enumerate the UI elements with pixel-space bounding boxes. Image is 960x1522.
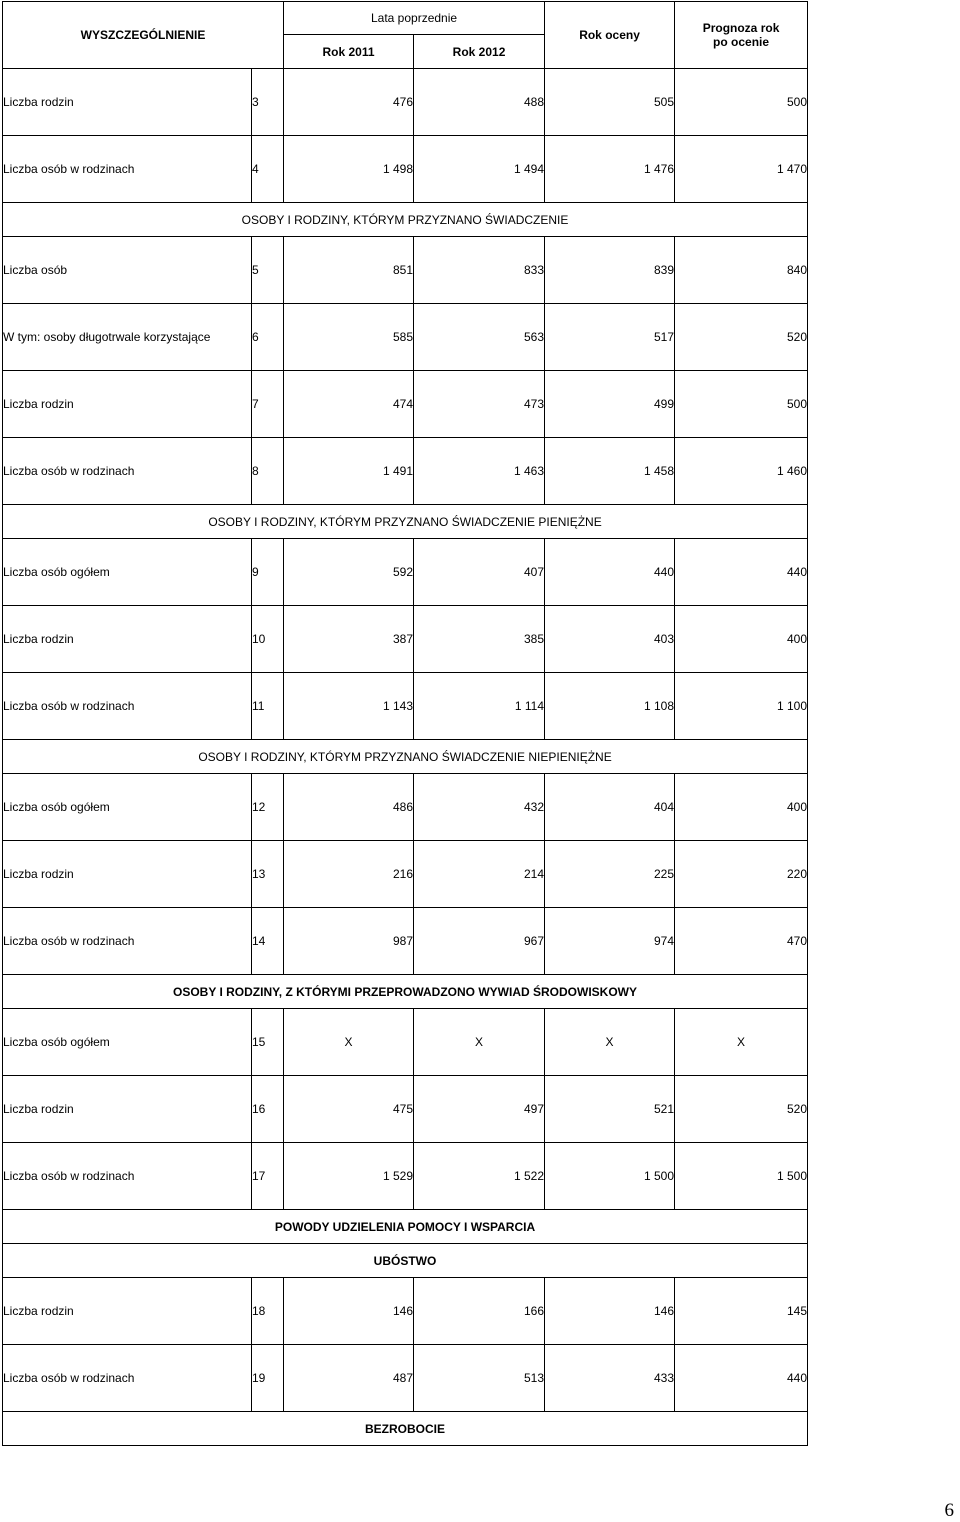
row-label: Liczba osób w rodzinach [3,1345,252,1412]
value-cell: 476 [284,69,414,136]
value-cell: 488 [414,69,545,136]
value-cell: X [414,1009,545,1076]
value-cell: 486 [284,774,414,841]
table-row [3,539,808,606]
row-label: Liczba osób w rodzinach [3,908,252,975]
value-cell: 474 [284,371,414,438]
value-cell: 1 500 [675,1143,808,1210]
table-row [3,1278,808,1345]
header-forecast-line2: po ocenie [713,35,770,49]
value-cell: 592 [284,539,414,606]
section-row [3,975,808,1009]
table-row [3,1345,808,1412]
value-cell: 500 [675,371,808,438]
table-row [3,1076,808,1143]
value-cell: 432 [414,774,545,841]
statistics-table [2,1,808,1446]
row-index: 16 [252,1076,284,1143]
row-label: Liczba osób w rodzinach [3,673,252,740]
header-year-2011: Rok 2011 [284,35,414,69]
row-label: Liczba osób w rodzinach [3,1143,252,1210]
value-cell: 839 [545,237,675,304]
section-title: POWODY UDZIELENIA POMOCY I WSPARCIA [3,1210,808,1244]
section-title: OSOBY I RODZINY, Z KTÓRYMI PRZEPROWADZONO WYWIAD ŚRODOWISKOWY [3,975,808,1009]
value-cell: 585 [284,304,414,371]
value-cell: X [675,1009,808,1076]
row-label: Liczba osób w rodzinach [3,438,252,505]
value-cell: 487 [284,1345,414,1412]
value-cell: 166 [414,1278,545,1345]
value-cell: 500 [675,69,808,136]
row-index: 18 [252,1278,284,1345]
row-index: 10 [252,606,284,673]
table-row [3,237,808,304]
row-label: Liczba osób ogółem [3,774,252,841]
table-row [3,69,808,136]
row-index: 7 [252,371,284,438]
value-cell: 400 [675,774,808,841]
value-cell: 1 491 [284,438,414,505]
value-cell: 1 114 [414,673,545,740]
value-cell: 1 143 [284,673,414,740]
value-cell: 1 476 [545,136,675,203]
value-cell: 833 [414,237,545,304]
section-title: BEZROBOCIE [3,1412,808,1446]
value-cell: 387 [284,606,414,673]
section-row [3,203,808,237]
table-row [3,1143,808,1210]
table-row [3,1009,808,1076]
value-cell: 404 [545,774,675,841]
header-previous-years: Lata poprzednie [284,2,545,35]
value-cell: 400 [675,606,808,673]
section-row [3,1244,808,1278]
value-cell: 440 [675,539,808,606]
row-label: Liczba osób w rodzinach [3,136,252,203]
table-row [3,371,808,438]
header-year-2012: Rok 2012 [414,35,545,69]
value-cell: 967 [414,908,545,975]
row-label: Liczba rodzin [3,606,252,673]
page-number: 6 [944,1500,954,1521]
value-cell: 1 100 [675,673,808,740]
row-label: Liczba rodzin [3,1076,252,1143]
row-label: Liczba rodzin [3,841,252,908]
value-cell: 851 [284,237,414,304]
value-cell: 475 [284,1076,414,1143]
value-cell: 403 [545,606,675,673]
value-cell: 1 470 [675,136,808,203]
value-cell: 1 498 [284,136,414,203]
value-cell: 521 [545,1076,675,1143]
table-row [3,606,808,673]
row-label: Liczba osób [3,237,252,304]
value-cell: 987 [284,908,414,975]
value-cell: 220 [675,841,808,908]
value-cell: 470 [675,908,808,975]
table-row [3,438,808,505]
value-cell: 473 [414,371,545,438]
row-index: 19 [252,1345,284,1412]
row-label: Liczba rodzin [3,1278,252,1345]
value-cell: 1 494 [414,136,545,203]
value-cell: 974 [545,908,675,975]
value-cell: X [545,1009,675,1076]
value-cell: 505 [545,69,675,136]
header-forecast [675,2,808,69]
table-row [3,908,808,975]
row-index: 15 [252,1009,284,1076]
row-label: Liczba osób ogółem [3,539,252,606]
row-index: 8 [252,438,284,505]
table-row [3,673,808,740]
value-cell: 1 460 [675,438,808,505]
value-cell: 214 [414,841,545,908]
value-cell: 563 [414,304,545,371]
table-row [3,841,808,908]
value-cell: 440 [545,539,675,606]
value-cell: X [284,1009,414,1076]
value-cell: 499 [545,371,675,438]
row-index: 11 [252,673,284,740]
table-row [3,304,808,371]
row-label: Liczba rodzin [3,371,252,438]
value-cell: 1 529 [284,1143,414,1210]
value-cell: 145 [675,1278,808,1345]
value-cell: 1 463 [414,438,545,505]
header-forecast-line1: Prognoza rok [702,21,780,35]
row-label: Liczba rodzin [3,69,252,136]
value-cell: 440 [675,1345,808,1412]
section-row [3,740,808,774]
value-cell: 146 [284,1278,414,1345]
row-label: Liczba osób ogółem [3,1009,252,1076]
value-cell: 520 [675,1076,808,1143]
value-cell: 520 [675,304,808,371]
row-index: 12 [252,774,284,841]
value-cell: 146 [545,1278,675,1345]
row-index: 14 [252,908,284,975]
value-cell: 385 [414,606,545,673]
row-index: 4 [252,136,284,203]
section-row [3,1412,808,1446]
value-cell: 1 458 [545,438,675,505]
row-index: 17 [252,1143,284,1210]
row-index: 3 [252,69,284,136]
table-row [3,136,808,203]
value-cell: 840 [675,237,808,304]
section-title: OSOBY I RODZINY, KTÓRYM PRZYZNANO ŚWIADCZENIE PIENIĘŻNE [3,505,808,539]
value-cell: 1 500 [545,1143,675,1210]
row-index: 9 [252,539,284,606]
header-description: WYSZCZEGÓLNIENIE [3,2,284,69]
section-title: OSOBY I RODZINY, KTÓRYM PRZYZNANO ŚWIADCZENIE [3,203,808,237]
section-title: OSOBY I RODZINY, KTÓRYM PRZYZNANO ŚWIADCZENIE NIEPIENIĘŻNE [3,740,808,774]
value-cell: 407 [414,539,545,606]
row-index: 13 [252,841,284,908]
header-assessment-year: Rok oceny [545,2,675,69]
value-cell: 1 522 [414,1143,545,1210]
value-cell: 216 [284,841,414,908]
section-row [3,1210,808,1244]
section-title: UBÓSTWO [3,1244,808,1278]
value-cell: 1 108 [545,673,675,740]
value-cell: 433 [545,1345,675,1412]
value-cell: 517 [545,304,675,371]
row-index: 6 [252,304,284,371]
value-cell: 497 [414,1076,545,1143]
section-row [3,505,808,539]
value-cell: 225 [545,841,675,908]
row-label: W tym: osoby długotrwale korzystające [3,304,252,371]
row-index: 5 [252,237,284,304]
value-cell: 513 [414,1345,545,1412]
table-row [3,774,808,841]
